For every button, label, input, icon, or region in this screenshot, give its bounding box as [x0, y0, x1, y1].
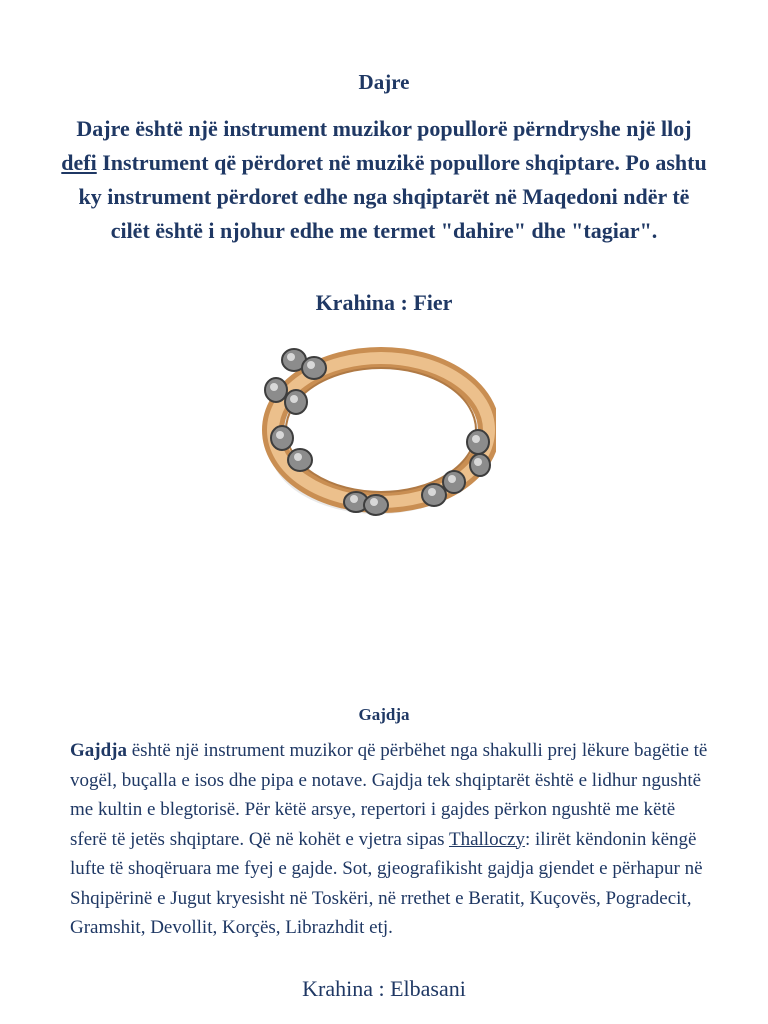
gajdja-text-part2: : ilirët këndonin këngë lufte të shoqëruara me fyej e gajde. Sot, gjeografikisht gajdja gjendet e përhapur në Shqipërinë e Jugut kryesisht në Toskëri, në rrethet e Beratit, Kuçovës, Pogradecit, Gramshit, Devollit, Korçës, Librazhdit etj.	[70, 828, 703, 938]
dajre-description	[60, 112, 708, 248]
defi-link[interactable]: defi	[61, 150, 97, 175]
region-elbasani: Krahina : Elbasani	[302, 976, 466, 1001]
dajre-text-part2: Instrument që përdoret në muzikë popullore shqiptare. Po ashtu ky instrument përdoret edhe nga shqiptarët në Maqedoni ndër të cilët është i njohur edhe me termet "dahire" dhe "tagiar".	[78, 150, 707, 243]
tambourine-image	[256, 330, 496, 525]
gajdja-text-part1: është një instrument muzikor që përbëhet nga shakulli prej lëkure bagëtie të vogël, buçalla e isos dhe pipa e notave. Gajdja tek shqiptarët është e lidhur ngushtë me kultin e blegtorisë. Për këtë arsye, repertori i gajdes përkon ngushtë me këtë sferë të jetës shqiptare. Që në kohët e vjetra sipas	[70, 740, 708, 850]
thalloczy-link[interactable]: Thalloczy	[448, 828, 525, 850]
dajre-text-part1: Dajre është një instrument muzikor popullorë përndryshe një lloj	[76, 116, 692, 141]
gajdja-description	[70, 736, 710, 943]
section-title-gajdja: Gajdja	[358, 705, 410, 724]
region-fier: Krahina : Fier	[315, 290, 453, 315]
section-title-dajre: Dajre	[358, 70, 410, 94]
gajdja-lead-word: Gajdja	[70, 740, 127, 761]
